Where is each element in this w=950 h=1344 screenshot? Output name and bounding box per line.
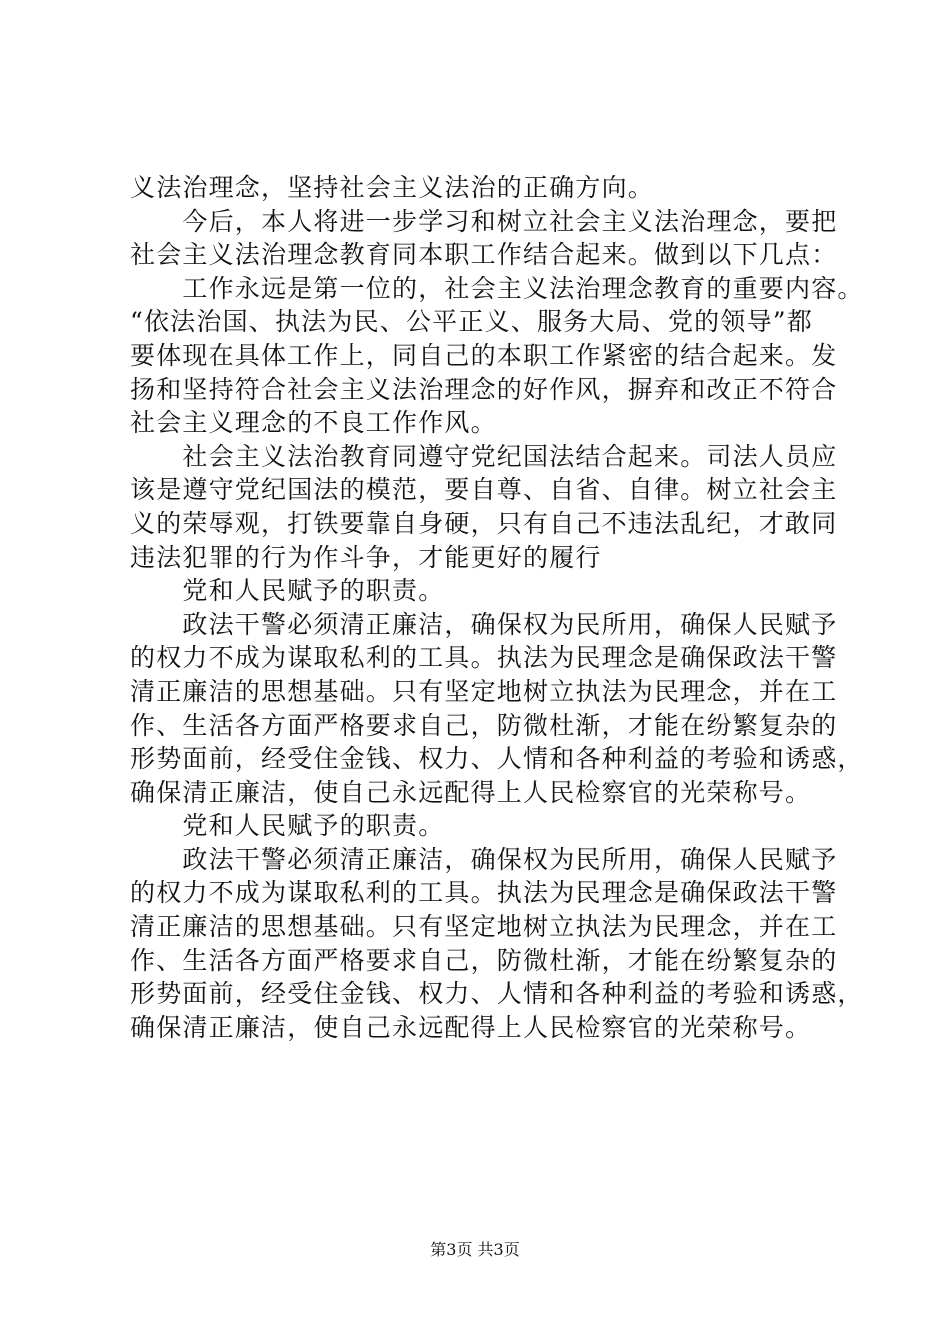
text-line: 的权力不成为谋取私利的工具。执法为民理念是确保政法干警	[130, 878, 838, 908]
text-line: “依法治国、执法为民、公平正义、服务大局、党的领导”都	[130, 307, 813, 337]
text-line: 扬和坚持符合社会主义法治理念的好作风，摒弃和改正不符合	[130, 374, 838, 404]
text-line: 的权力不成为谋取私利的工具。执法为民理念是确保政法干警	[130, 643, 838, 673]
text-line: 社会主义理念的不良工作作风。	[130, 408, 497, 438]
text-line: 社会主义法治教育同遵守党纪国法结合起来。司法人员应	[130, 441, 838, 471]
text-line: 形势面前，经受住金钱、权力、人情和各种利益的考验和诱惑，	[130, 744, 864, 774]
text-line: 清正廉洁的思想基础。只有坚定地树立执法为民理念，并在工	[130, 676, 838, 706]
text-line: 违法犯罪的行为作斗争，才能更好的履行	[130, 542, 602, 572]
text-line: 义法治理念，坚持社会主义法治的正确方向。	[130, 173, 655, 202]
text-line: 政法干警必须清正廉洁，确保权为民所用，确保人民赋予	[130, 844, 838, 874]
text-line: 作、生活各方面严格要求自己，防微杜渐，才能在纷繁复杂的	[130, 945, 838, 975]
text-line: 该是遵守党纪国法的模范，要自尊、自省、自律。树立社会主	[130, 475, 838, 505]
text-line: 清正廉洁的思想基础。只有坚定地树立执法为民理念，并在工	[130, 912, 838, 942]
text-line: 确保清正廉洁，使自己永远配得上人民检察官的光荣称号。	[130, 1012, 812, 1042]
text-line: 今后，本人将进一步学习和树立社会主义法治理念，要把	[130, 206, 838, 236]
text-line: 要体现在具体工作上，同自己的本职工作紧密的结合起来。发	[130, 340, 838, 370]
text-line: 形势面前，经受住金钱、权力、人情和各种利益的考验和诱惑，	[130, 979, 864, 1009]
text-line: 作、生活各方面严格要求自己，防微杜渐，才能在纷繁复杂的	[130, 710, 838, 740]
text-line: 党和人民赋予的职责。	[130, 576, 445, 606]
text-line: 政法干警必须清正廉洁，确保权为民所用，确保人民赋予	[130, 609, 838, 639]
page-number-footer: 第3页 共3页	[430, 1240, 520, 1259]
document-body	[130, 171, 864, 1044]
text-line: 确保清正廉洁，使自己永远配得上人民检察官的光荣称号。	[130, 777, 812, 807]
text-line: 党和人民赋予的职责。	[130, 811, 445, 841]
text-line: 社会主义法治理念教育同本职工作结合起来。做到以下几点：	[130, 240, 838, 270]
text-line: 义的荣辱观，打铁要靠自身硬，只有自己不违法乱纪，才敢同	[130, 508, 838, 538]
text-line: 工作永远是第一位的，社会主义法治理念教育的重要内容。	[130, 273, 864, 303]
